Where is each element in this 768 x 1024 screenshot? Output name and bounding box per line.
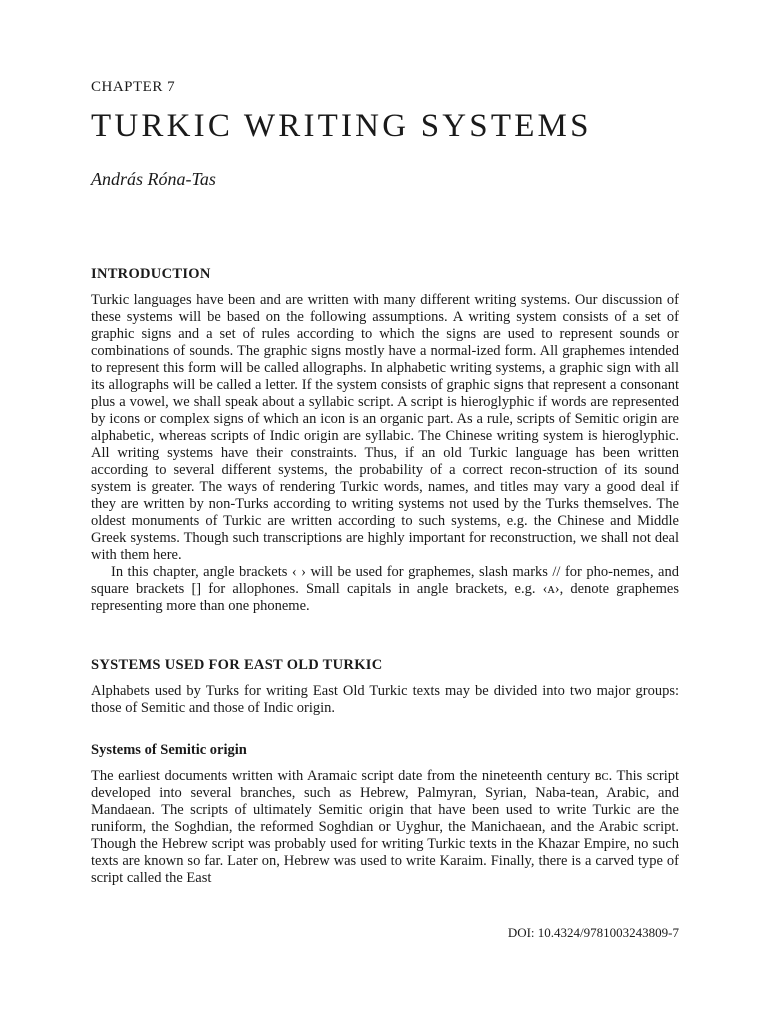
doi-footer: DOI: 10.4324/9781003243809-7	[507, 925, 679, 940]
section-heading-introduction: INTRODUCTION	[91, 266, 211, 282]
chapter-label: CHAPTER 7	[91, 79, 176, 95]
subsection-heading-semitic-origin: Systems of Semitic origin	[91, 742, 247, 758]
introduction-body	[91, 292, 679, 615]
introduction-paragraph-2: In this chapter, angle brackets ‹ › will be used for graphemes, slash marks // for pho-nemes, and square brackets [] for allophones. Small capitals in angle brackets, e.g. ‹ᴀ›, denote graphemes representing more than one phoneme.	[91, 564, 679, 614]
semitic-origin-paragraph: The earliest documents written with Aramaic script date from the nineteenth century ʙᴄ. This script developed into several branches, such as Hebrew, Palmyran, Syrian, Naba-tean, Arabic, and Mandaean. The scripts of ultimately Semitic origin that have been used to write Turkic are the runiform, the Soghdian, the reformed Soghdian or Uyghur, the Manichaean, and the Arabic script. Though the Hebrew script was probably used for writing Turkic texts in the Khazar Empire, no such texts are known so far. Later on, Hebrew was used to write Karaim. Finally, there is a carved type of script called the East	[91, 768, 679, 886]
east-old-turkic-body	[91, 683, 679, 717]
author-name: András Róna-Tas	[91, 169, 216, 189]
east-old-turkic-paragraph: Alphabets used by Turks for writing East Old Turkic texts may be divided into two major groups: those of Semitic and those of Indic origin.	[91, 683, 679, 716]
section-heading-east-old-turkic: SYSTEMS USED FOR EAST OLD TURKIC	[91, 657, 383, 673]
chapter-title: TURKIC WRITING SYSTEMS	[91, 108, 592, 144]
semitic-origin-body	[91, 768, 679, 887]
introduction-paragraph-1: Turkic languages have been and are written with many different writing systems. Our discussion of these systems will be based on the following assumptions. A writing system consists of a set of graphic signs and a set of rules according to which the signs are used to represent sounds or combinations of sounds. The graphic signs mostly have a normal-ized form. All graphemes intended to represent this form will be called allographs. In alphabetic writing systems, a graphic sign with all its allographs will be called a letter. If the system consists of graphic signs that represent a consonant plus a vowel, we shall speak about a syllabic script. A script is hieroglyphic if words are represented by icons or complex signs of which an icon is an organic part. As a rule, scripts of Semitic origin are alphabetic, whereas scripts of Indic origin are syllabic. The Chinese writing system is hieroglyphic. All writing systems have their constraints. Thus, if an old Turkic language has been written according to several different systems, the probability of a correct recon-struction of its sound system is greater. The ways of rendering Turkic words, names, and titles may vary a good deal if they are written by non-Turks according to writing systems not used by the Turks themselves. The oldest monuments of Turkic are written according to such systems, e.g. the Chinese and Middle Greek systems. Though such transcriptions are highly important for reconstruction, we shall not deal with them here.	[91, 292, 679, 563]
